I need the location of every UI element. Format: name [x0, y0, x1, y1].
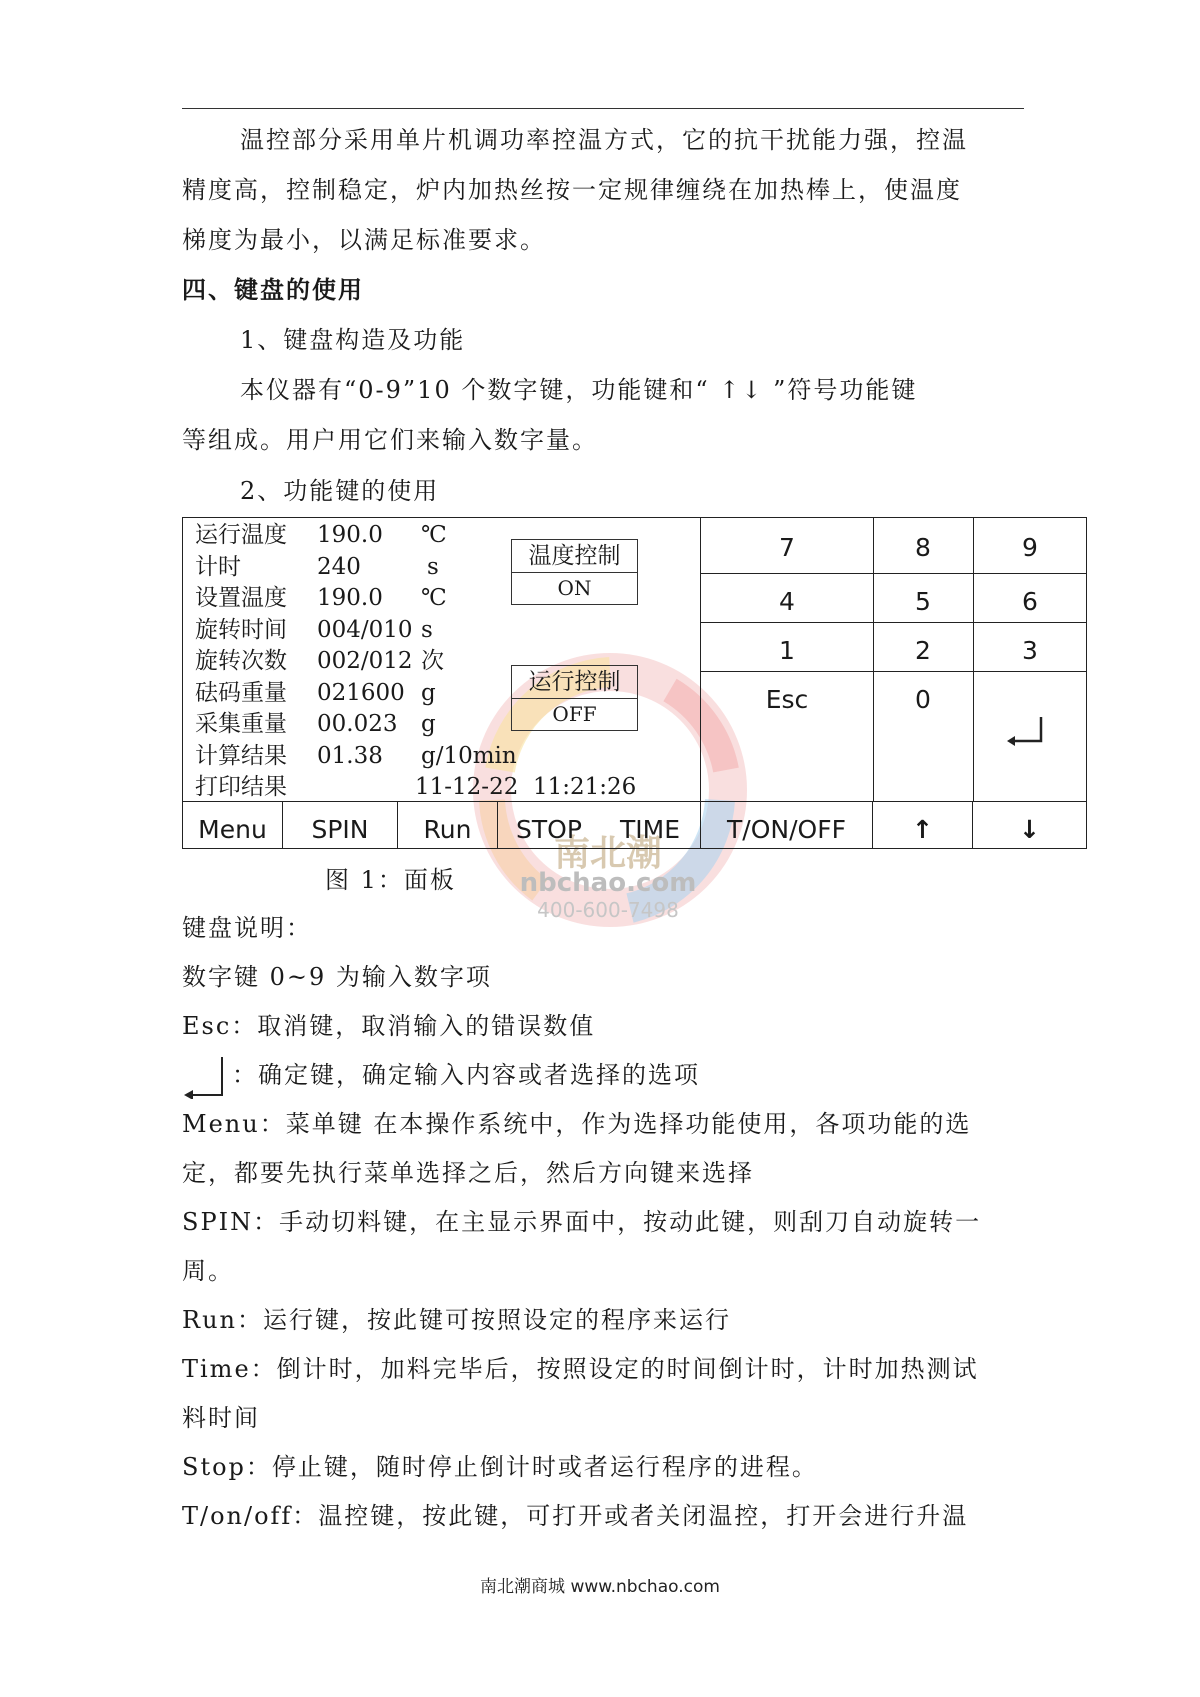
key-3[interactable]: 3: [1022, 636, 1038, 665]
desc-line: ：确定键，确定输入内容或者选择的选项: [232, 1061, 700, 1089]
key-spin[interactable]: SPIN: [283, 802, 398, 849]
instrument-panel: [182, 517, 1087, 849]
paragraph-line: 梯度为最小，以满足标准要求。: [182, 226, 546, 254]
key-run[interactable]: Run: [398, 802, 498, 849]
temp-control-box: [511, 539, 638, 605]
desc-line: 数字键 0~9 为输入数字项: [182, 963, 492, 991]
key-7[interactable]: 7: [779, 533, 795, 562]
key-menu[interactable]: Menu: [183, 802, 283, 849]
paragraph-line: 温控部分采用单片机调功率控温方式，它的抗干扰能力强，控温: [240, 126, 968, 154]
desc-line: Menu：菜单键 在本操作系统中，作为选择功能使用，各项功能的选: [182, 1110, 972, 1138]
temp-control-title: 温度控制: [512, 540, 637, 573]
desc-line: T/on/off：温控键，按此键，可打开或者关闭温控，打开会进行升温: [182, 1502, 969, 1530]
key-time[interactable]: TIME: [619, 815, 680, 844]
key-9[interactable]: 9: [1022, 533, 1038, 562]
figure-caption: 图 1：面板: [325, 866, 456, 894]
key-esc[interactable]: Esc: [765, 685, 809, 714]
header-rule: [182, 108, 1024, 109]
key-4[interactable]: 4: [779, 587, 795, 616]
run-control-box: [511, 665, 638, 731]
key-down-arrow[interactable]: ↓: [972, 802, 1086, 849]
key-5[interactable]: 5: [915, 587, 931, 616]
run-control-title: 运行控制: [512, 666, 637, 699]
desc-line: 定，都要先执行菜单选择之后，然后方向键来选择: [182, 1159, 754, 1187]
enter-icon: [1005, 713, 1045, 753]
watermark-phone: 400-600-7498: [537, 898, 679, 922]
key-2[interactable]: 2: [915, 636, 931, 665]
watermark-brand: 南北潮: [553, 833, 662, 874]
key-1[interactable]: 1: [779, 636, 795, 665]
key-stop[interactable]: STOP: [516, 815, 582, 844]
desc-line: 周。: [182, 1257, 234, 1285]
page-footer: 南北潮商城 www.nbchao.com: [480, 1577, 720, 1597]
keypad: [700, 518, 1087, 801]
panel-display: 运行温度 190.0 ℃ 计时 240 s 设置温度 190.0 ℃ 旋转时间 004/010 s 旋转次数 002/012 次 砝码重量 021600 g 采集重量 00.023 g 计算结果 01.38 g/10min 打印结果 11-12-22 11:21:26 温度控制 ON 运行控制 OFF: [195, 522, 637, 800]
paragraph-line: 精度高，控制稳定，炉内加热丝按一定规律缠绕在加热棒上，使温度: [182, 176, 962, 204]
desc-line: Time：倒计时，加料完毕后，按照设定的时间倒计时，计时加热测试: [182, 1355, 979, 1383]
desc-line: Esc：取消键，取消输入的错误数值: [182, 1012, 596, 1040]
desc-title: 键盘说明：: [182, 914, 312, 942]
subsection-heading: 2、功能键的使用: [240, 477, 440, 505]
desc-line: Run：运行键，按此键可按照设定的程序来运行: [182, 1306, 731, 1334]
temp-control-value: ON: [557, 576, 592, 600]
key-6[interactable]: 6: [1022, 587, 1038, 616]
key-0[interactable]: 0: [915, 685, 931, 714]
paragraph-line: 本仪器有“0-9”10 个数字键，功能键和“ ↑↓ ”符号功能键: [240, 376, 918, 404]
run-control-value: OFF: [552, 702, 597, 726]
key-8[interactable]: 8: [915, 533, 931, 562]
key-enter[interactable]: [973, 671, 1087, 801]
section-heading: 四、键盘的使用: [182, 275, 364, 304]
watermark-domain: nbchao.com: [519, 868, 697, 898]
enter-icon: [182, 1053, 228, 1099]
key-t-on-off[interactable]: T/ON/OFF: [700, 802, 872, 849]
paragraph-line: 等组成。用户用它们来输入数字量。: [182, 426, 598, 454]
subsection-heading: 1、键盘构造及功能: [240, 326, 466, 354]
function-key-row: [183, 801, 1086, 849]
desc-line: 料时间: [182, 1404, 260, 1432]
desc-line: SPIN：手动切料键，在主显示界面中，按动此键，则刮刀自动旋转一: [182, 1208, 982, 1236]
desc-line: Stop：停止键，随时停止倒计时或者运行程序的进程。: [182, 1453, 818, 1481]
key-up-arrow[interactable]: ↑: [872, 802, 972, 849]
